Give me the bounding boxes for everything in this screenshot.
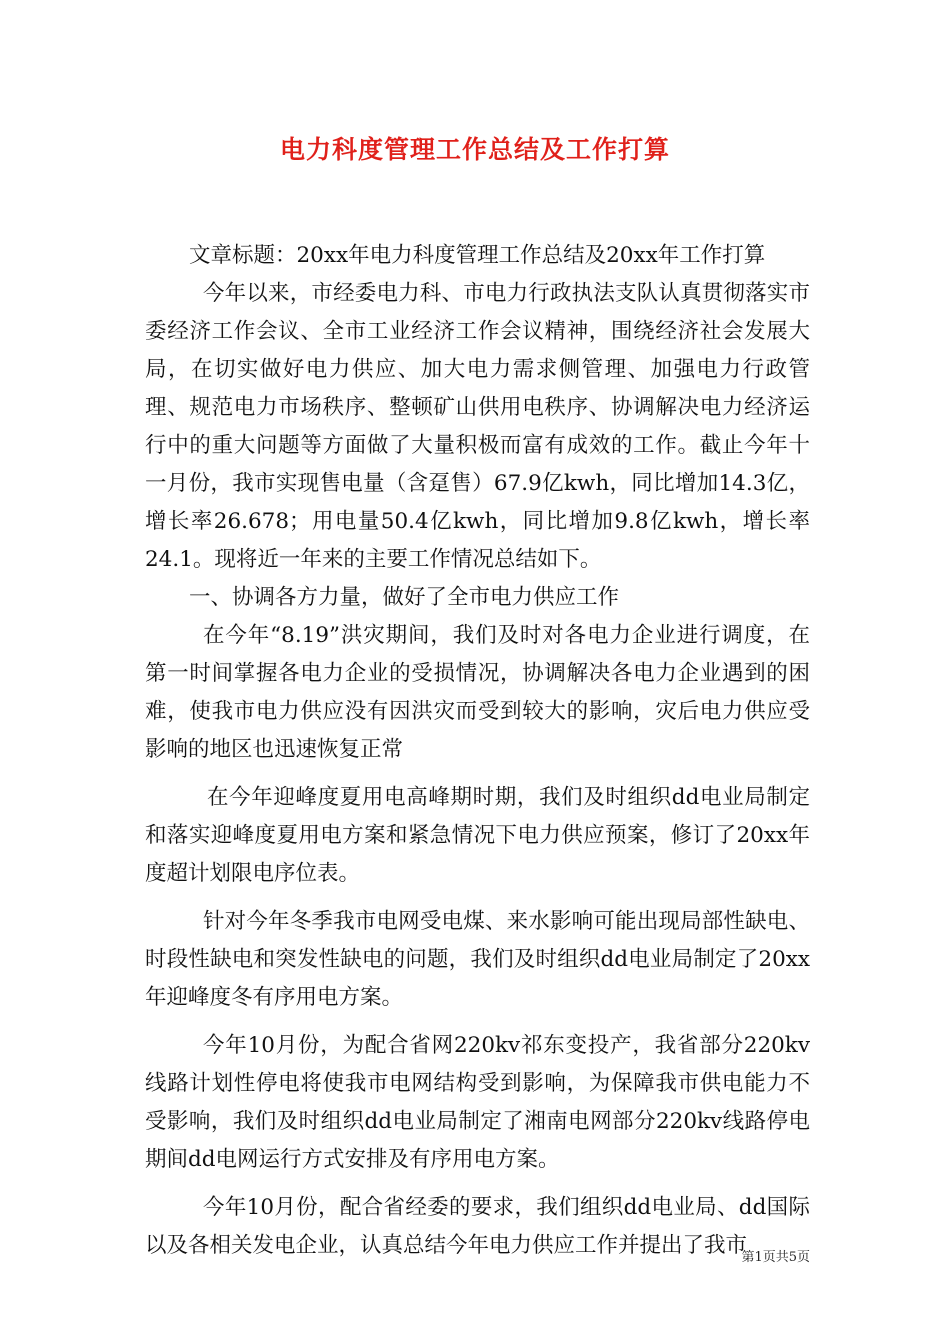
summer-peak-paragraph: 在今年迎峰度夏用电高峰期时期，我们及时组织dd电业局制定和落实迎峰度夏用电方案和紧急情况下电力供应预案，修订了20xx年度超计划限电序位表。 — [145, 785, 810, 886]
winter-peak-paragraph: 针对今年冬季我市电网受电煤、来水影响可能出现局部性缺电、时段性缺电和突发性缺电的问题，我们及时组织dd电业局制定了20xx年迎峰度冬有序用电方案。 — [145, 909, 810, 1010]
october-outage-paragraph: 今年10月份，为配合省网220kv祁东变投产，我省部分220kv线路计划性停电将使我市电网结构受到影响，为保障我市供电能力不受影响，我们及时组织dd电业局制定了湘南电网部分220kv线路停电期间dd电网运行方式安排及有序用电方案。 — [145, 1033, 810, 1172]
october-summary-paragraph: 今年10月份，配合省经委的要求，我们组织dd电业局、dd国际以及各相关发电企业，认真总结今年电力供应工作并提出了我市 — [145, 1195, 810, 1258]
page-indicator: 第1页共5页 — [741, 1250, 810, 1265]
flood-paragraph: 在今年“8.19”洪灾期间，我们及时对各电力企业进行调度，在第一时间掌握各电力企业的受损情况，协调解决各电力企业遇到的困难，使我市电力供应没有因洪灾而受到较大的影响，灾后电力供应受影响的地区也迅速恢复正常 — [145, 623, 810, 762]
section-heading: 一、协调各方力量，做好了全市电力供应工作 — [189, 585, 620, 610]
article-heading-paragraph: 文章标题：20xx年电力科度管理工作总结及20xx年工作打算 — [189, 243, 766, 268]
document-title: 电力科度管理工作总结及工作打算 — [279, 135, 670, 164]
document-body — [145, 237, 810, 1265]
intro-paragraph: 今年以来，市经委电力科、市电力行政执法支队认真贯彻落实市委经济工作会议、全市工业经济工作会议精神，围绕经济社会发展大局，在切实做好电力供应、加大电力需求侧管理、加强电力行政管理、规范电力市场秩序、整顿矿山供用电秩序、协调解决电力经济运行中的重大问题等方面做了大量积极而富有成效的工作。截止今年十一月份，我市实现售电量（含趸售）67.9亿kwh，同比增加14.3亿，增长率26.678；用电量50.4亿kwh，同比增加9.8亿kwh，增长率24.1。现将近一年来的主要工作情况总结如下。 — [145, 281, 810, 572]
